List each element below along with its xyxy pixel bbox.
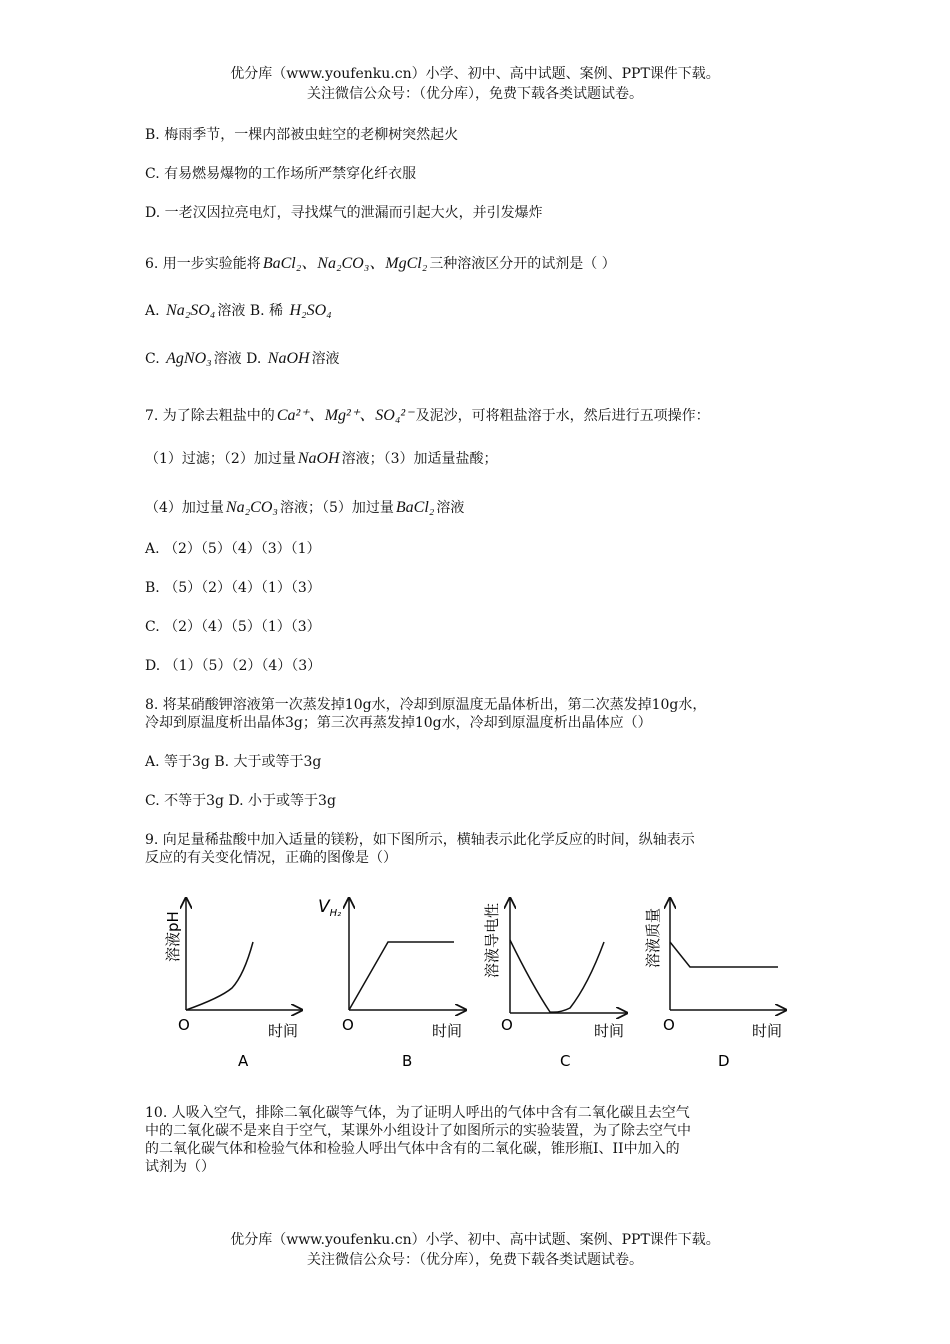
graph-d-xlabel: 时间: [752, 1022, 783, 1040]
graph-a-xlabel: 时间: [268, 1022, 299, 1040]
graph-b-ylabel-main: V: [318, 897, 330, 917]
graph-b-xlabel: 时间: [432, 1022, 463, 1040]
q9-graphs: [0, 880, 950, 1080]
q6-options-ab: [145, 300, 334, 320]
graph-c-curve: [510, 940, 604, 1012]
q8-stem-line-2: 冷却到原温度析出晶体3g；第三次再蒸发掉10g水，冷却到原温度析出晶体应（）: [145, 715, 652, 731]
q10-stem-line-4: 试剂为（）: [145, 1159, 215, 1175]
graph-c-xlabel: 时间: [594, 1022, 625, 1040]
q6-a-text: 溶液 B. 稀: [217, 303, 284, 319]
q6-b-formula: H₂SO₄: [289, 302, 332, 319]
q7-option-a: A. （2）（5）（4）（3）（1）: [145, 541, 321, 557]
graph-d-ylabel: 溶液质量: [644, 907, 662, 968]
q7-ions: Ca²⁺、Mg²⁺、SO₄²⁻: [276, 407, 414, 424]
graph-d: [644, 898, 786, 1070]
q6-formulas: BaCl₂、Na₂CO₃、MgCl₂: [262, 255, 428, 272]
q6-prefix: 6. 用一步实验能将: [145, 256, 261, 272]
q7-option-c: C. （2）（4）（5）（1）（3）: [145, 619, 321, 635]
q7-ops2-a: （4）加过量: [145, 500, 224, 516]
q7-ops2-formula-2: BaCl₂: [395, 499, 435, 516]
q8-options-ab: A. 等于3g B. 大于或等于3g: [145, 754, 322, 770]
q7-option-d: D. （1）（5）（2）（4）（3）: [145, 658, 322, 674]
q7-ops-line-1: [145, 448, 498, 468]
graph-c-caption: C: [560, 1052, 571, 1070]
graph-b: [318, 897, 466, 1070]
q10-stem-line-1: 10. 人吸入空气，排除二氧化碳等气体，为了证明人呼出的气体中含有二氧化碳且去空气: [145, 1105, 690, 1121]
q7-suffix: 及泥沙，可将粗盐溶于水，然后进行五项操作：: [415, 408, 710, 424]
q7-ops1-formula: NaOH: [297, 450, 340, 467]
graph-d-caption: D: [718, 1052, 730, 1070]
header-line-2: 关注微信公众号：（优分库），免费下载各类试题试卷。: [307, 86, 643, 102]
q7-ops2-c: 溶液: [436, 500, 465, 516]
q7-ops2-b: 溶液；（5）加过量: [279, 500, 394, 516]
q10-stem-line-3: 的二氧化碳气体和检验气体和检验人呼出气体中含有的二氧化碳，锥形瓶I、II中加入的: [145, 1141, 680, 1157]
header-line-1: 优分库（www.youfenku.cn）小学、初中、高中试题、案例、PPT课件下载。: [230, 66, 720, 82]
graph-b-origin: O: [342, 1016, 354, 1034]
q7-ops1-b: 溶液；（3）加适量盐酸；: [341, 451, 498, 467]
q8-stem-line-1: 8. 将某硝酸钾溶液第一次蒸发掉10g水，冷却到原温度无晶体析出，第二次蒸发掉10g水，: [145, 697, 707, 713]
q7-ops2-formula-1: Na₂CO₃: [225, 499, 278, 516]
footer-line-1: 优分库（www.youfenku.cn）小学、初中、高中试题、案例、PPT课件下载。: [230, 1232, 720, 1248]
q6-options-cd: [145, 348, 340, 368]
graph-b-ylabel-sub: H₂: [329, 908, 342, 919]
q7-option-b: B. （5）（2）（4）（1）（3）: [145, 580, 321, 596]
q7-stem: [145, 402, 710, 425]
q9-stem-line-2: 反应的有关变化情况，正确的图像是（）: [145, 850, 397, 866]
q6-c-text: 溶液 D.: [213, 351, 262, 367]
q6-a-label: A.: [145, 303, 160, 319]
footer-line-2: 关注微信公众号：（优分库），免费下载各类试题试卷。: [307, 1252, 643, 1268]
graph-b-caption: B: [402, 1052, 413, 1070]
graph-c-origin: O: [501, 1016, 513, 1034]
q6-c-formula: AgNO₃: [166, 350, 212, 367]
q6-d-text: 溶液: [311, 351, 340, 367]
graph-b-curve: [349, 942, 454, 1010]
graph-d-curve: [670, 942, 778, 967]
q6-c-label: C.: [145, 351, 160, 367]
graph-c-ylabel: 溶液导电性: [483, 902, 501, 978]
q9-stem-line-1: 9. 向足量稀盐酸中加入适量的镁粉，如下图所示，横轴表示此化学反应的时间，纵轴表示: [145, 832, 695, 848]
graph-d-origin: O: [663, 1016, 675, 1034]
q7-prefix: 7. 为了除去粗盐中的: [145, 408, 275, 424]
q10-stem-line-2: 中的二氧化碳不是来自于空气，某课外小组设计了如图所示的实验装置，为了除去空气中: [145, 1123, 691, 1139]
q6-stem: [145, 250, 616, 273]
q5-option-c: C. 有易燃易爆物的工作场所严禁穿化纤衣服: [145, 166, 417, 182]
q6-suffix: 三种溶液区分开的试剂是（ ）: [429, 256, 616, 272]
graph-a-caption: A: [238, 1052, 249, 1070]
q8-options-cd: C. 不等于3g D. 小于或等于3g: [145, 793, 336, 809]
graph-a-curve: [186, 942, 253, 1010]
q7-ops-line-2: [145, 497, 464, 517]
graph-a-origin: O: [178, 1016, 190, 1034]
q5-option-b: B. 梅雨季节，一棵内部被虫蛀空的老柳树突然起火: [145, 127, 459, 143]
q5-option-d: D. 一老汉因拉亮电灯，寻找煤气的泄漏而引起大火，并引发爆炸: [145, 205, 543, 221]
q6-a-formula: Na₂SO₄: [166, 302, 216, 319]
graph-a-ylabel: 溶液pH: [164, 911, 182, 962]
graph-b-ylabel: [318, 897, 341, 919]
graph-c: [483, 898, 627, 1070]
q7-ops1-a: （1）过滤；（2）加过量: [145, 451, 296, 467]
q6-d-formula: NaOH: [267, 350, 310, 367]
graph-a: [164, 898, 302, 1070]
